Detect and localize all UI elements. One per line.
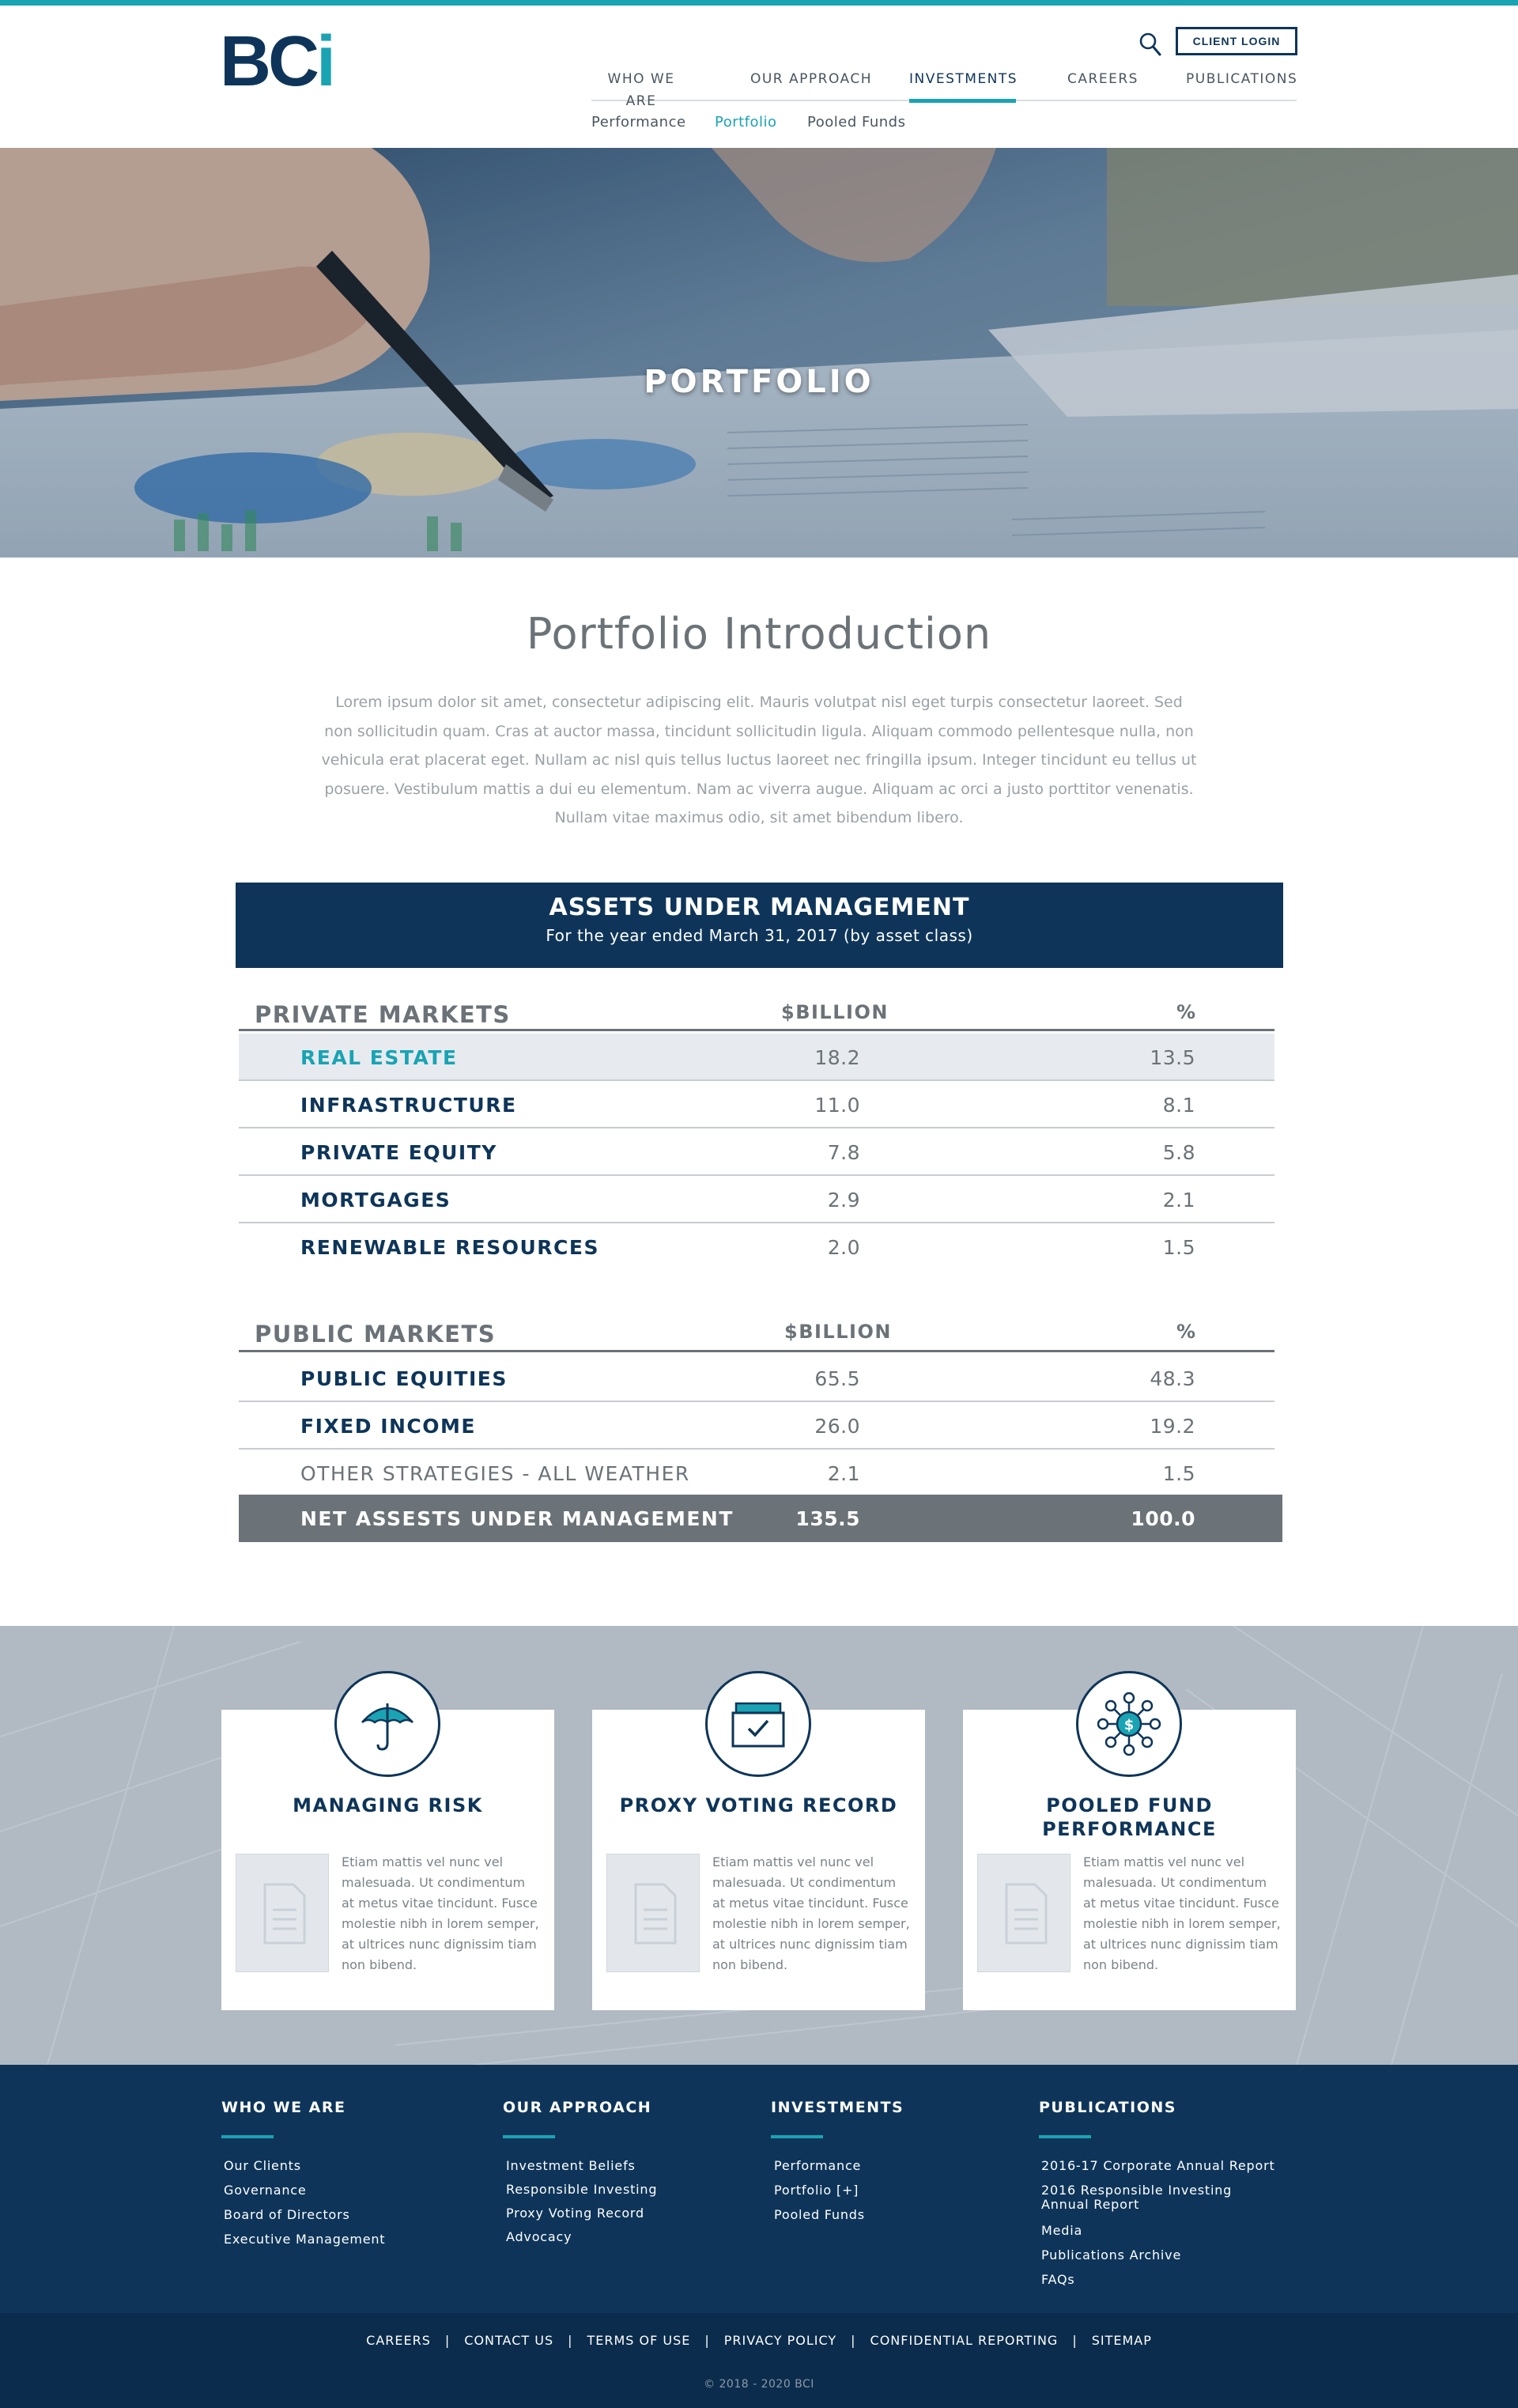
footer-heading-underline [503, 2135, 555, 2138]
document-thumbnail-icon [236, 1854, 329, 1972]
row-name: INFRASTRUCTURE [300, 1094, 517, 1117]
footer-link[interactable]: Portfolio [+] [774, 2183, 859, 2198]
logo-accent: i [316, 22, 334, 101]
nav-investments[interactable]: INVESTMENTS [909, 68, 1016, 101]
footer-link[interactable]: Advocacy [506, 2229, 572, 2244]
copyright: © 2018 - 2020 BCI [704, 2378, 814, 2391]
aum-subtitle: For the year ended March 31, 2017 (by asset class) [546, 926, 973, 945]
row-pct: 8.1 [1162, 1094, 1195, 1117]
table-row-real-estate[interactable] [239, 1034, 1274, 1081]
separator: | [1072, 2333, 1078, 2348]
total-pct: 100.0 [1131, 1507, 1195, 1530]
row-billion: 7.8 [827, 1141, 860, 1164]
table-row-renewable-resources [239, 1223, 1274, 1271]
footer-bottom-bar [0, 2313, 1518, 2408]
footer-link[interactable]: Media [1041, 2223, 1083, 2238]
card-title: POOLED FUND PERFORMANCE [1042, 1794, 1217, 1840]
row-name: PRIVATE EQUITY [300, 1141, 497, 1164]
footer-bottom-links [0, 2333, 1518, 2348]
row-name: FIXED INCOME [300, 1415, 476, 1438]
footer-link[interactable]: Proxy Voting Record [506, 2206, 644, 2221]
footer-link[interactable]: Executive Management [224, 2232, 386, 2247]
hero-photo [0, 148, 1518, 558]
footer-link[interactable]: Performance [774, 2158, 862, 2173]
total-name: NET ASSESTS UNDER MANAGEMENT [300, 1507, 734, 1530]
fund-network-icon [1076, 1671, 1182, 1777]
private-markets-title: PRIVATE MARKETS [255, 1001, 511, 1028]
aum-header [236, 883, 1283, 968]
total-row [239, 1495, 1282, 1542]
row-pct: 13.5 [1150, 1046, 1195, 1069]
hero-banner [0, 148, 1518, 558]
nav-publications[interactable]: PUBLICATIONS [1186, 71, 1298, 87]
bci-logo[interactable] [220, 22, 334, 101]
subnav-pooled-funds[interactable]: Pooled Funds [807, 114, 906, 130]
total-billion: 135.5 [795, 1507, 860, 1530]
footer-link[interactable]: Governance [224, 2183, 307, 2198]
row-pct: 19.2 [1150, 1415, 1195, 1438]
public-billion-col: $BILLION [784, 1321, 892, 1343]
intro-title: Portfolio Introduction [526, 609, 992, 659]
separator: | [568, 2333, 573, 2348]
subnav-portfolio[interactable]: Portfolio [715, 114, 777, 130]
separator: | [704, 2333, 710, 2348]
nav-who-we-are[interactable]: WHO WE ARE [607, 71, 675, 109]
document-thumbnail-icon [977, 1854, 1071, 1972]
footer-link[interactable]: FAQs [1041, 2272, 1075, 2287]
row-pct: 1.5 [1162, 1236, 1195, 1259]
private-pct-col: % [1176, 1001, 1197, 1023]
subnav-performance[interactable]: Performance [591, 114, 686, 130]
card-text: Etiam mattis vel nunc vel malesuada. Ut condimentum at metus vitae tincidunt. Fusce molestie nibh in lorem semper, at ultrices nunc dignissim tiam non bibend. [712, 1854, 910, 1972]
row-pct: 5.8 [1162, 1141, 1195, 1164]
bottom-link-sitemap[interactable]: SITEMAP [1091, 2333, 1152, 2348]
row-billion: 2.9 [827, 1189, 860, 1212]
footer-link[interactable]: Board of Directors [224, 2207, 350, 2222]
nav-careers[interactable]: CAREERS [1067, 71, 1138, 87]
row-name: PUBLIC EQUITIES [300, 1367, 508, 1390]
client-login-button[interactable]: CLIENT LOGIN [1176, 27, 1297, 55]
footer-link[interactable]: Pooled Funds [774, 2207, 865, 2222]
row-name: RENEWABLE RESOURCES [300, 1236, 599, 1259]
row-name: REAL ESTATE [300, 1046, 458, 1069]
table-row-infrastructure [239, 1081, 1274, 1128]
ballot-box-icon [705, 1671, 811, 1777]
separator: | [444, 2333, 451, 2348]
bottom-link-confidential-reporting[interactable]: CONFIDENTIAL REPORTING [870, 2333, 1059, 2348]
aum-title: ASSETS UNDER MANAGEMENT [549, 894, 970, 921]
footer-heading-publications: PUBLICATIONS [1039, 2099, 1176, 2116]
table-row-other-strategies [239, 1450, 1274, 1497]
footer-heading-underline [771, 2135, 823, 2138]
table-row-public-equities [239, 1355, 1274, 1402]
row-billion: 11.0 [814, 1094, 860, 1117]
hero-title: PORTFOLIO [644, 364, 874, 400]
table-row-mortgages [239, 1176, 1274, 1223]
table-row-fixed-income [239, 1402, 1274, 1450]
separator: | [851, 2333, 856, 2348]
footer-heading-who-we-are: WHO WE ARE [221, 2099, 346, 2116]
footer-heading-underline [221, 2135, 274, 2138]
card-text: Etiam mattis vel nunc vel malesuada. Ut condimentum at metus vitae tincidunt. Fusce molestie nibh in lorem semper, at ultrices nunc dignissim tiam non bibend. [342, 1854, 539, 1972]
main-nav [591, 68, 1298, 109]
search-icon[interactable] [1138, 32, 1162, 57]
row-pct: 1.5 [1162, 1462, 1195, 1485]
footer-heading-underline [1039, 2135, 1091, 2138]
footer-link[interactable]: 2016-17 Corporate Annual Report [1041, 2158, 1275, 2173]
public-pct-col: % [1176, 1321, 1197, 1343]
document-thumbnail-icon [606, 1854, 700, 1972]
footer-link[interactable]: Our Clients [224, 2158, 301, 2173]
bottom-link-privacy-policy[interactable]: PRIVACY POLICY [723, 2333, 837, 2348]
table-row-private-equity [239, 1128, 1274, 1176]
logo-text: BC [220, 22, 316, 101]
card-title: PROXY VOTING RECORD [619, 1794, 898, 1816]
row-name: MORTGAGES [300, 1189, 451, 1212]
intro-body: Lorem ipsum dolor sit amet, consectetur adipiscing elit. Mauris volutpat nisl eget turpis consectetur laoreet. Sed non sollicitudin quam. Cras at auctor massa, tincidunt sollicitudin ligula. Aliquam commodo pellentesque nulla, non vehicula erat placerat eget. Nullam ac nisl quis tellus luctus laoreet nec fringilla ipsum. Integer tincidunt eu tellus ut posuere. Vestibulum mattis a dui eu elementum. Nam ac viverra augue. Aliquam ac orci a justo porttitor venenatis. Nullam vitae maximus odio, sit amet bibendum libero. [321, 694, 1197, 826]
svg-text:$: $ [1123, 1717, 1135, 1733]
private-billion-col: $BILLION [781, 1001, 889, 1023]
row-billion: 18.2 [814, 1046, 860, 1069]
row-pct: 2.1 [1162, 1189, 1195, 1212]
row-billion: 2.1 [827, 1462, 860, 1485]
public-markets-title: PUBLIC MARKETS [255, 1321, 497, 1348]
bottom-link-terms-of-use[interactable]: TERMS OF USE [587, 2333, 691, 2348]
top-accent-bar [0, 0, 1518, 6]
public-markets-header [239, 1310, 1274, 1352]
footer-link[interactable]: Publications Archive [1041, 2247, 1182, 2262]
private-markets-header [239, 993, 1274, 1031]
row-billion: 65.5 [814, 1367, 860, 1390]
card-title: MANAGING RISK [293, 1794, 483, 1816]
row-pct: 48.3 [1150, 1367, 1195, 1390]
nav-our-approach[interactable]: OUR APPROACH [750, 71, 873, 87]
footer-link[interactable]: Investment Beliefs [506, 2158, 636, 2173]
row-billion: 2.0 [827, 1236, 860, 1259]
bottom-link-contact-us[interactable]: CONTACT US [464, 2333, 554, 2348]
row-billion: 26.0 [814, 1415, 860, 1438]
footer-link[interactable]: Responsible Investing [506, 2182, 658, 2197]
card-text: Etiam mattis vel nunc vel malesuada. Ut condimentum at metus vitae tincidunt. Fusce molestie nibh in lorem semper, at ultrices nunc dignissim tiam non bibend. [1083, 1854, 1281, 1972]
row-name: OTHER STRATEGIES - ALL WEATHER [300, 1462, 690, 1485]
footer-heading-investments: INVESTMENTS [771, 2099, 904, 2116]
umbrella-icon [334, 1671, 440, 1777]
footer-heading-our-approach: OUR APPROACH [503, 2099, 652, 2116]
bottom-link-careers[interactable]: CAREERS [366, 2333, 431, 2348]
footer-link[interactable]: 2016 Responsible Investing Annual Report [1041, 2183, 1233, 2212]
